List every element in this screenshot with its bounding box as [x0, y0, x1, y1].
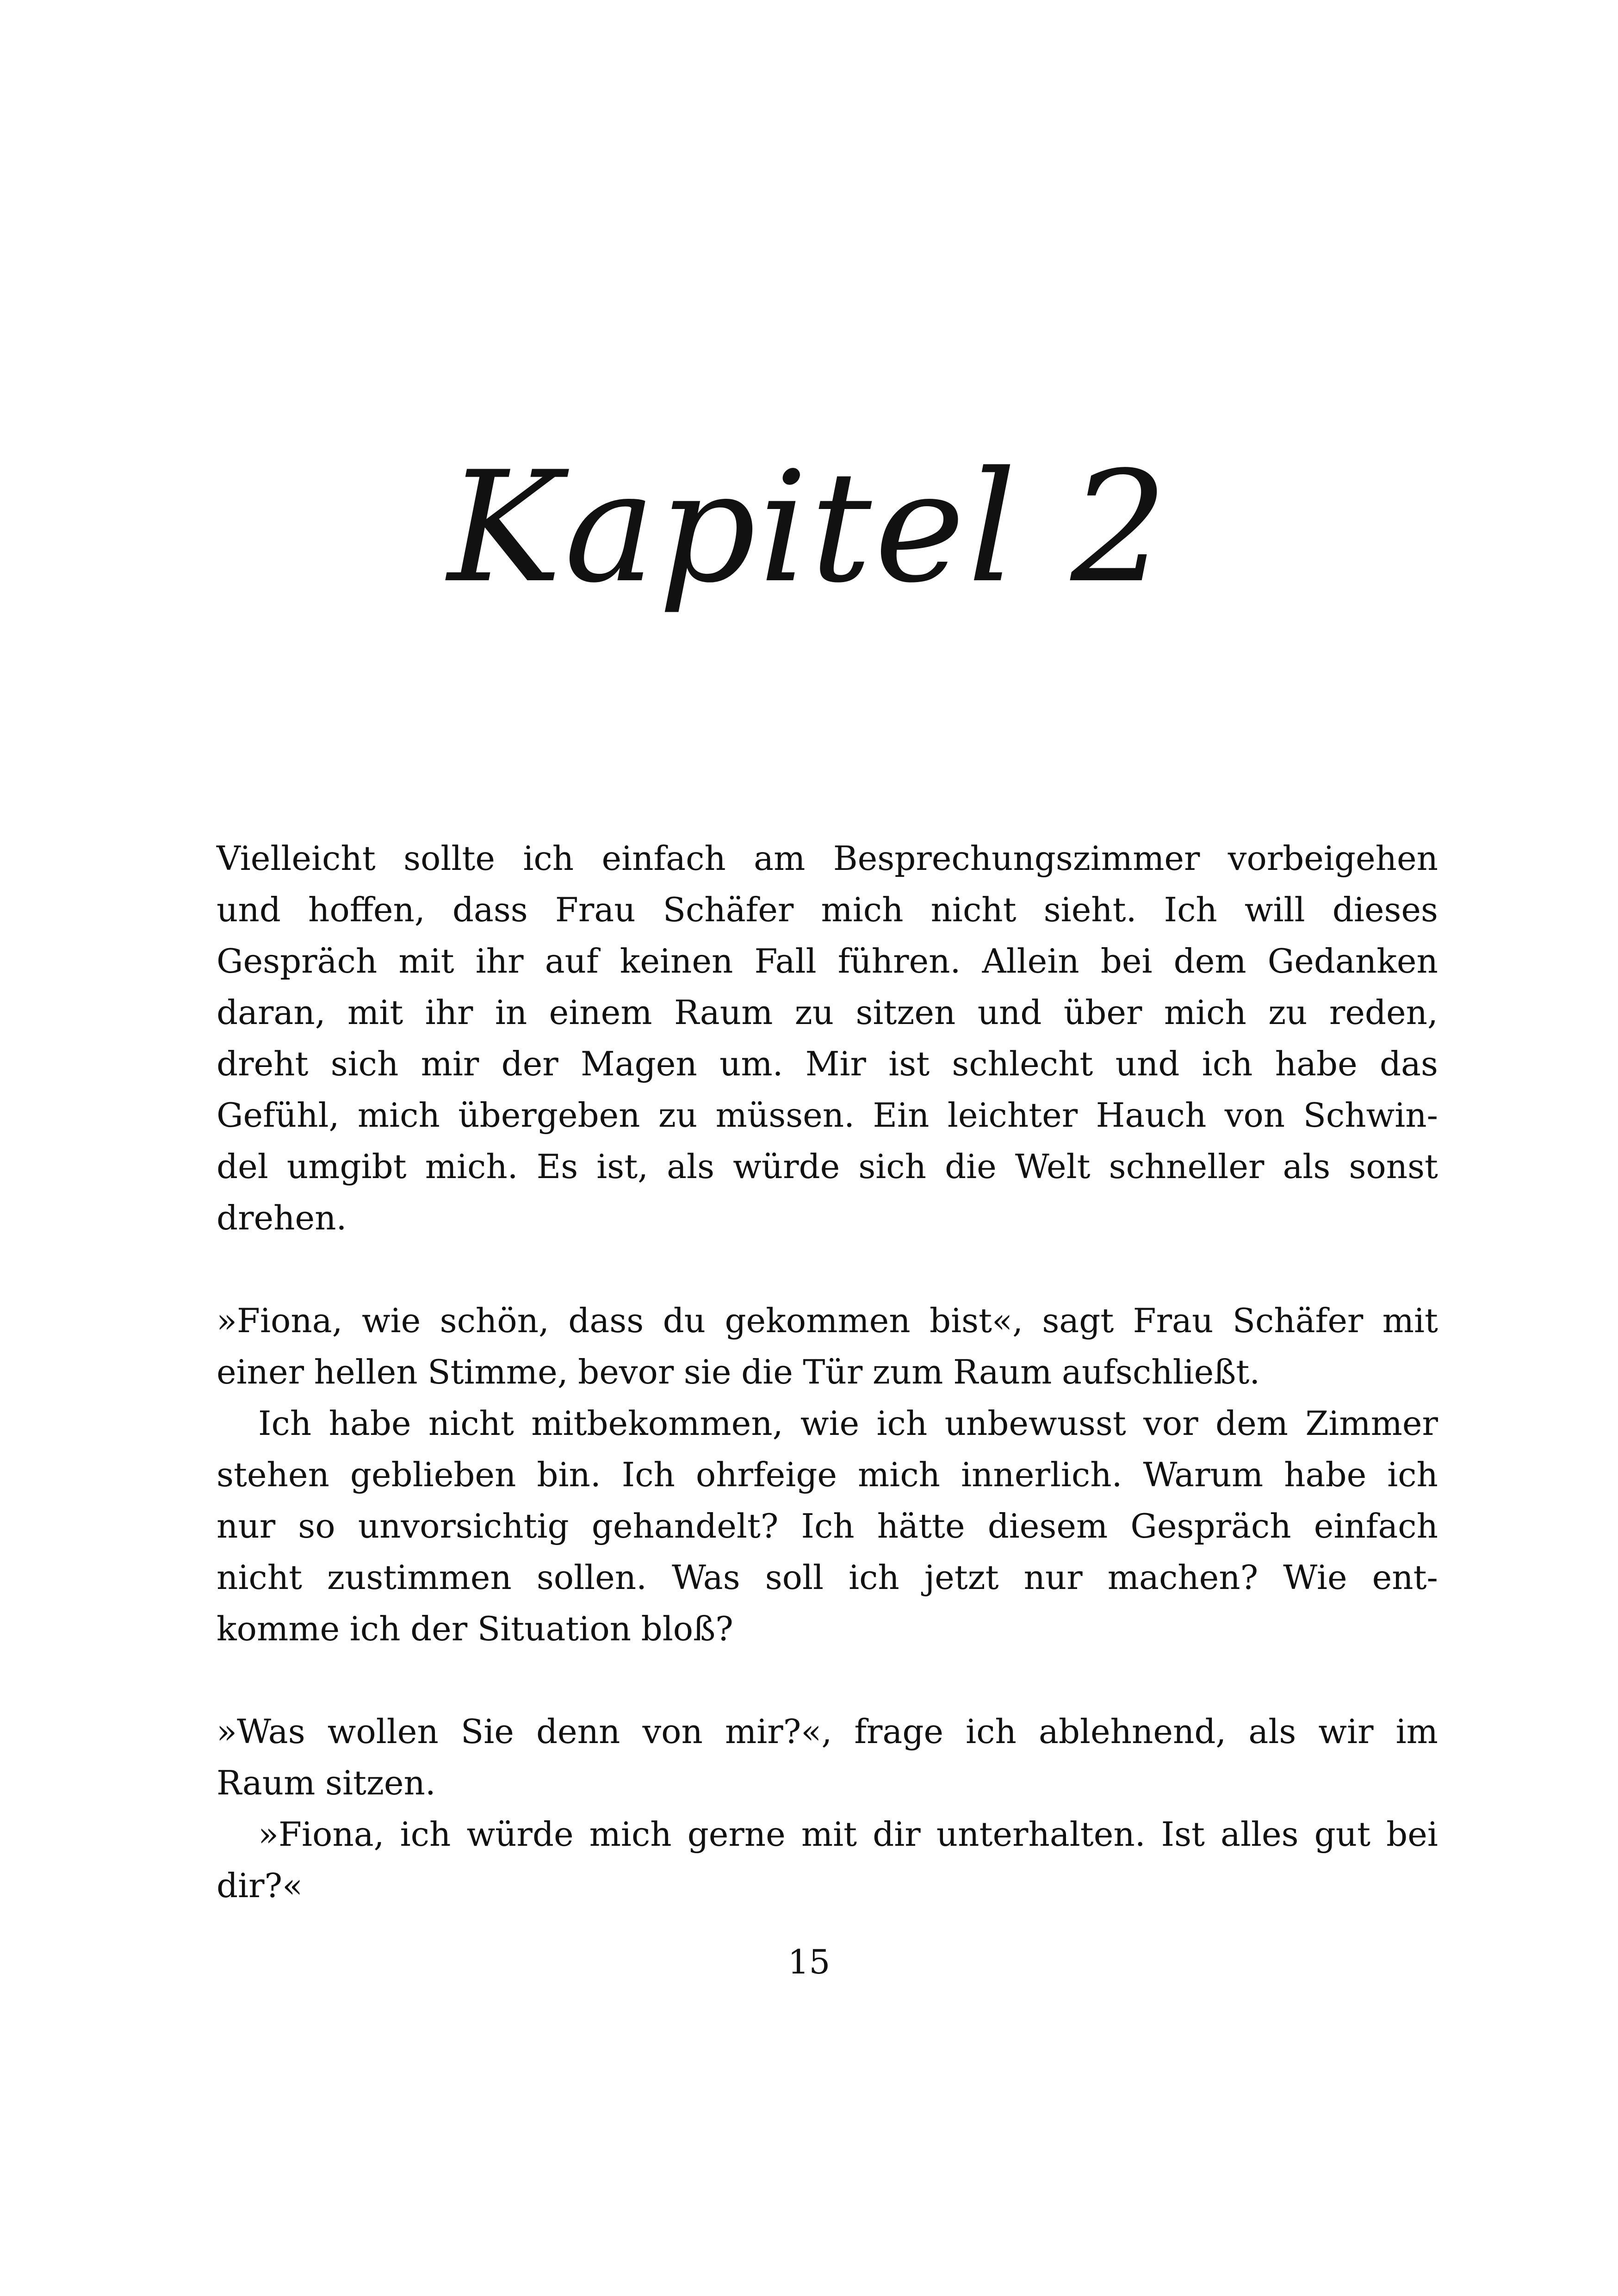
word: wie — [361, 1301, 421, 1340]
word: dieses — [1332, 890, 1438, 929]
word: sollen. — [536, 1558, 647, 1597]
text-line — [217, 1757, 1438, 1809]
word: Vielleicht — [217, 839, 376, 878]
word: Situation — [477, 1609, 632, 1648]
text-line — [217, 987, 1438, 1038]
word: der — [410, 1609, 468, 1648]
word: dass — [568, 1301, 644, 1340]
word: stehen — [217, 1455, 329, 1494]
page-number: 15 — [787, 1942, 831, 1981]
word: zu — [658, 1096, 698, 1135]
word: um. — [719, 1044, 783, 1083]
text-line — [217, 1038, 1438, 1090]
word: sonst — [1349, 1147, 1438, 1186]
word: mich — [821, 890, 904, 929]
word: Ist — [1161, 1815, 1205, 1854]
word: Ein — [873, 1096, 930, 1135]
word: dir — [873, 1815, 921, 1854]
word: schön, — [440, 1301, 549, 1340]
word: würde — [466, 1815, 574, 1854]
word: Raum — [953, 1353, 1052, 1391]
word: sich — [330, 1044, 399, 1083]
chapter-title: Kapitel 2 — [447, 439, 1171, 616]
word: einer — [217, 1353, 304, 1391]
word: ent- — [1372, 1558, 1438, 1597]
text-line — [217, 1809, 1438, 1860]
text-line — [217, 1347, 1438, 1398]
text-line — [217, 1603, 1438, 1655]
word: gut — [1314, 1815, 1371, 1854]
word: und — [977, 993, 1042, 1032]
word: reden, — [1329, 993, 1438, 1032]
word: Es — [536, 1147, 578, 1186]
word: Fall — [754, 942, 817, 980]
word: sitzen. — [325, 1763, 436, 1802]
word: würde — [733, 1147, 840, 1186]
word: Gespräch — [217, 942, 378, 980]
text-line — [217, 936, 1438, 987]
word: innerlich. — [961, 1455, 1122, 1494]
word: Welt — [1015, 1147, 1091, 1186]
word: dem — [1173, 942, 1246, 980]
word: so — [298, 1507, 335, 1545]
word: ihr — [475, 942, 524, 980]
word: mich. — [425, 1147, 518, 1186]
word: unterhalten. — [936, 1815, 1146, 1854]
word: drehen. — [217, 1198, 347, 1237]
word: geblieben — [350, 1455, 516, 1494]
word: Ich — [1164, 890, 1217, 929]
word: als — [1283, 1147, 1331, 1186]
word: sitzen — [855, 993, 956, 1032]
word: schlecht — [952, 1044, 1093, 1083]
word: das — [1379, 1044, 1438, 1083]
word: als — [667, 1147, 715, 1186]
word: Frau — [1133, 1301, 1214, 1340]
word: Besprechungszimmer — [833, 839, 1200, 878]
word: die — [741, 1353, 793, 1391]
word: Schäfer — [1232, 1301, 1364, 1340]
word: unvorsichtig — [358, 1507, 569, 1545]
word: Warum — [1143, 1455, 1264, 1494]
word: Stimme, — [428, 1353, 568, 1391]
word: nicht — [217, 1558, 303, 1597]
text-line — [217, 1706, 1438, 1757]
word: mit — [801, 1815, 857, 1854]
paragraph — [217, 1398, 1438, 1655]
word: gekommen — [725, 1301, 911, 1340]
word: habe — [329, 1404, 411, 1443]
word: einfach — [1314, 1507, 1438, 1545]
word: bei — [1100, 942, 1153, 980]
paragraph — [217, 1706, 1438, 1809]
word: wollen — [327, 1712, 439, 1751]
word: Was — [672, 1558, 740, 1597]
word: del — [217, 1147, 268, 1186]
word: Ich — [801, 1507, 855, 1545]
word: ich — [349, 1609, 401, 1648]
word: du — [663, 1301, 706, 1340]
word: jetzt — [924, 1558, 999, 1597]
word: mich — [589, 1815, 672, 1854]
word: Sie — [460, 1712, 514, 1751]
word: bloß? — [641, 1609, 733, 1648]
word: bei — [1386, 1815, 1438, 1854]
word: vorbeigehen — [1227, 839, 1438, 878]
word: und — [217, 890, 281, 929]
word: nur — [217, 1507, 276, 1545]
word: der — [501, 1044, 558, 1083]
word: sich — [858, 1147, 926, 1186]
word: ich — [966, 1712, 1017, 1751]
word: ich — [849, 1558, 899, 1597]
word: und — [1115, 1044, 1180, 1083]
word: sie — [683, 1353, 732, 1391]
word: mir?«, — [725, 1712, 832, 1751]
word: zu — [794, 993, 834, 1032]
word: komme — [217, 1609, 340, 1648]
word: zustimmen — [327, 1558, 512, 1597]
word: Ich — [621, 1455, 675, 1494]
word: einfach — [601, 839, 726, 878]
text-line — [217, 1090, 1438, 1141]
word: soll — [765, 1558, 824, 1597]
word: dass — [452, 890, 528, 929]
word: umgibt — [286, 1147, 407, 1186]
word: auf — [545, 942, 599, 980]
word: ablehnend, — [1038, 1712, 1227, 1751]
word: gerne — [687, 1815, 786, 1854]
word: als — [1248, 1712, 1296, 1751]
word: im — [1395, 1712, 1438, 1751]
word: sagt — [1042, 1301, 1114, 1340]
word: nicht — [428, 1404, 514, 1443]
word: Raum — [674, 993, 773, 1032]
word: einem — [549, 993, 652, 1032]
word: hellen — [314, 1353, 418, 1391]
word: Raum — [217, 1763, 316, 1802]
word: sollte — [403, 839, 495, 878]
word: bin. — [537, 1455, 601, 1494]
word: führen. — [837, 942, 961, 980]
text-line — [217, 833, 1438, 884]
word: übergeben — [458, 1096, 640, 1135]
text-line — [217, 884, 1438, 936]
word: ich — [1387, 1455, 1438, 1494]
word: »Fiona, — [258, 1815, 384, 1854]
word: in — [495, 993, 527, 1032]
word: müssen. — [715, 1096, 855, 1135]
paragraph — [217, 833, 1438, 1244]
word: mit — [398, 942, 454, 980]
text-line — [217, 1501, 1438, 1552]
word: wie — [800, 1404, 860, 1443]
word: »Fiona, — [217, 1301, 343, 1340]
word: sieht. — [1043, 890, 1137, 929]
word: wir — [1318, 1712, 1374, 1751]
word: habe — [1284, 1455, 1367, 1494]
text-line — [217, 1449, 1438, 1501]
text-line — [217, 1192, 1438, 1244]
word: Gespräch — [1130, 1507, 1291, 1545]
word: Schäfer — [663, 890, 794, 929]
word: dem — [1215, 1404, 1288, 1443]
word: leichter — [947, 1096, 1078, 1135]
word: hoffen, — [308, 890, 425, 929]
text-line — [217, 1860, 1438, 1911]
word: Wie — [1283, 1558, 1347, 1597]
word: mich — [1164, 993, 1246, 1032]
paragraph — [217, 1809, 1438, 1911]
word: unbewusst — [944, 1404, 1126, 1443]
word: ich — [523, 839, 574, 878]
word: ich — [1202, 1044, 1253, 1083]
word: keinen — [620, 942, 733, 980]
word: die — [945, 1147, 997, 1186]
text-line — [217, 1398, 1438, 1449]
paragraph — [217, 1295, 1438, 1398]
word: Zimmer — [1305, 1404, 1438, 1443]
word: gehandelt? — [591, 1507, 779, 1545]
word: Magen — [581, 1044, 697, 1083]
word: über — [1063, 993, 1142, 1032]
text-line — [217, 1552, 1438, 1603]
word: nicht — [930, 890, 1017, 929]
word: bist«, — [930, 1301, 1023, 1340]
word: ich — [876, 1404, 928, 1443]
word: diesem — [987, 1507, 1108, 1545]
word: mit — [1382, 1301, 1438, 1340]
word: hätte — [877, 1507, 965, 1545]
word: frage — [854, 1712, 944, 1751]
word: dir?« — [217, 1866, 303, 1905]
word: von — [642, 1712, 703, 1751]
word: bevor — [578, 1353, 674, 1391]
word: zum — [872, 1353, 943, 1391]
word: Allein — [982, 942, 1079, 980]
word: mit — [347, 993, 403, 1032]
word: habe — [1275, 1044, 1358, 1083]
word: von — [1224, 1096, 1285, 1135]
word: dreht — [217, 1044, 309, 1083]
word: denn — [536, 1712, 620, 1751]
word: will — [1244, 890, 1305, 929]
word: ohrfeige — [695, 1455, 837, 1494]
word: ist, — [596, 1147, 649, 1186]
word: ich — [400, 1815, 451, 1854]
word: ist — [888, 1044, 930, 1083]
word: mitbekommen, — [531, 1404, 783, 1443]
word: mich — [858, 1455, 941, 1494]
word: machen? — [1107, 1558, 1258, 1597]
text-line — [217, 1141, 1438, 1192]
word: Tür — [803, 1353, 863, 1391]
word: zu — [1268, 993, 1308, 1032]
word: mir — [421, 1044, 479, 1083]
word: Gedanken — [1267, 942, 1438, 980]
word: am — [754, 839, 806, 878]
word: Ich — [258, 1404, 312, 1443]
word: ihr — [425, 993, 473, 1032]
word: alles — [1221, 1815, 1299, 1854]
word: mich — [357, 1096, 440, 1135]
word: Frau — [555, 890, 636, 929]
word: vor — [1143, 1404, 1198, 1443]
word: Schwin- — [1303, 1096, 1438, 1135]
word: aufschließt. — [1062, 1353, 1260, 1391]
word: »Was — [217, 1712, 305, 1751]
word: Gefühl, — [217, 1096, 340, 1135]
word: Hauch — [1096, 1096, 1207, 1135]
word: schneller — [1109, 1147, 1265, 1186]
word: Mir — [805, 1044, 866, 1083]
text-line — [217, 1295, 1438, 1347]
word: daran, — [217, 993, 326, 1032]
word: nur — [1023, 1558, 1083, 1597]
